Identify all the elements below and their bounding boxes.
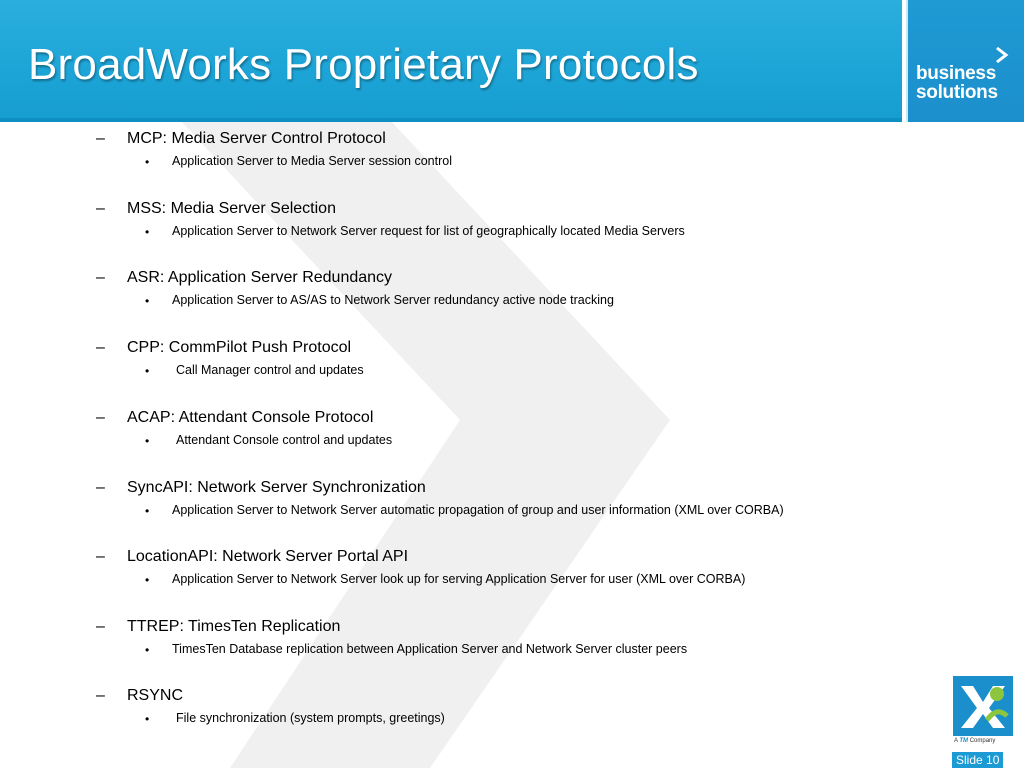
company-caption [954,738,995,744]
dash-marker: – [96,618,105,635]
item-detail: Call Manager control and updates [176,363,364,377]
item-detail: Application Server to Media Server session control [172,154,452,168]
item-heading: ACAP: Attendant Console Protocol [127,409,374,426]
item-detail: Application Server to Network Server automatic propagation of group and user information (XML over CORBA) [172,503,784,517]
dash-marker: – [96,479,105,496]
item-detail: Application Server to Network Server request for list of geographically located Media Servers [172,224,685,238]
company-logo-icon [953,676,1013,736]
dash-marker: – [96,339,105,356]
item-heading: LocationAPI: Network Server Portal API [127,548,409,565]
bullet-marker: • [145,434,150,448]
slide-title: BroadWorks Proprietary Protocols [28,40,699,89]
caption-prefix: A [954,738,958,744]
bullet-marker: • [145,712,150,726]
dash-marker: – [96,409,105,426]
logo-line-1: business [916,63,996,84]
item-detail: TimesTen Database replication between Application Server and Network Server cluster peers [172,642,688,656]
item-detail: Attendant Console control and updates [176,433,393,447]
bullet-marker: • [145,155,150,169]
slide-number: Slide 10 [952,752,1003,768]
dash-marker: – [96,269,105,286]
item-detail: Application Server to AS/AS to Network Server redundancy active node tracking [172,293,614,307]
bullet-marker: • [145,225,150,239]
item-detail: File synchronization (system prompts, greetings) [176,711,445,725]
dash-marker: – [96,548,105,565]
item-heading: RSYNC [127,687,184,704]
item-heading: ASR: Application Server Redundancy [127,269,393,286]
dash-marker: – [96,200,105,217]
item-heading: SyncAPI: Network Server Synchronization [127,479,426,496]
bullet-marker: • [145,573,150,587]
dash-marker: – [96,687,105,704]
bullet-marker: • [145,643,150,657]
item-detail: Application Server to Network Server look up for serving Application Server for user (XML over CORBA) [172,572,746,586]
item-heading: MCP: Media Server Control Protocol [127,130,386,147]
item-heading: TTREP: TimesTen Replication [127,618,341,635]
caption-suffix: Company [969,738,996,744]
bullet-marker: • [145,504,150,518]
caption-mark: TM [959,738,969,744]
item-heading: CPP: CommPilot Push Protocol [127,339,352,356]
item-heading: MSS: Media Server Selection [127,200,336,217]
bullet-marker: • [145,364,150,378]
logo-line-2: solutions [916,82,998,103]
bullet-marker: • [145,294,150,308]
dash-marker: – [96,130,105,147]
